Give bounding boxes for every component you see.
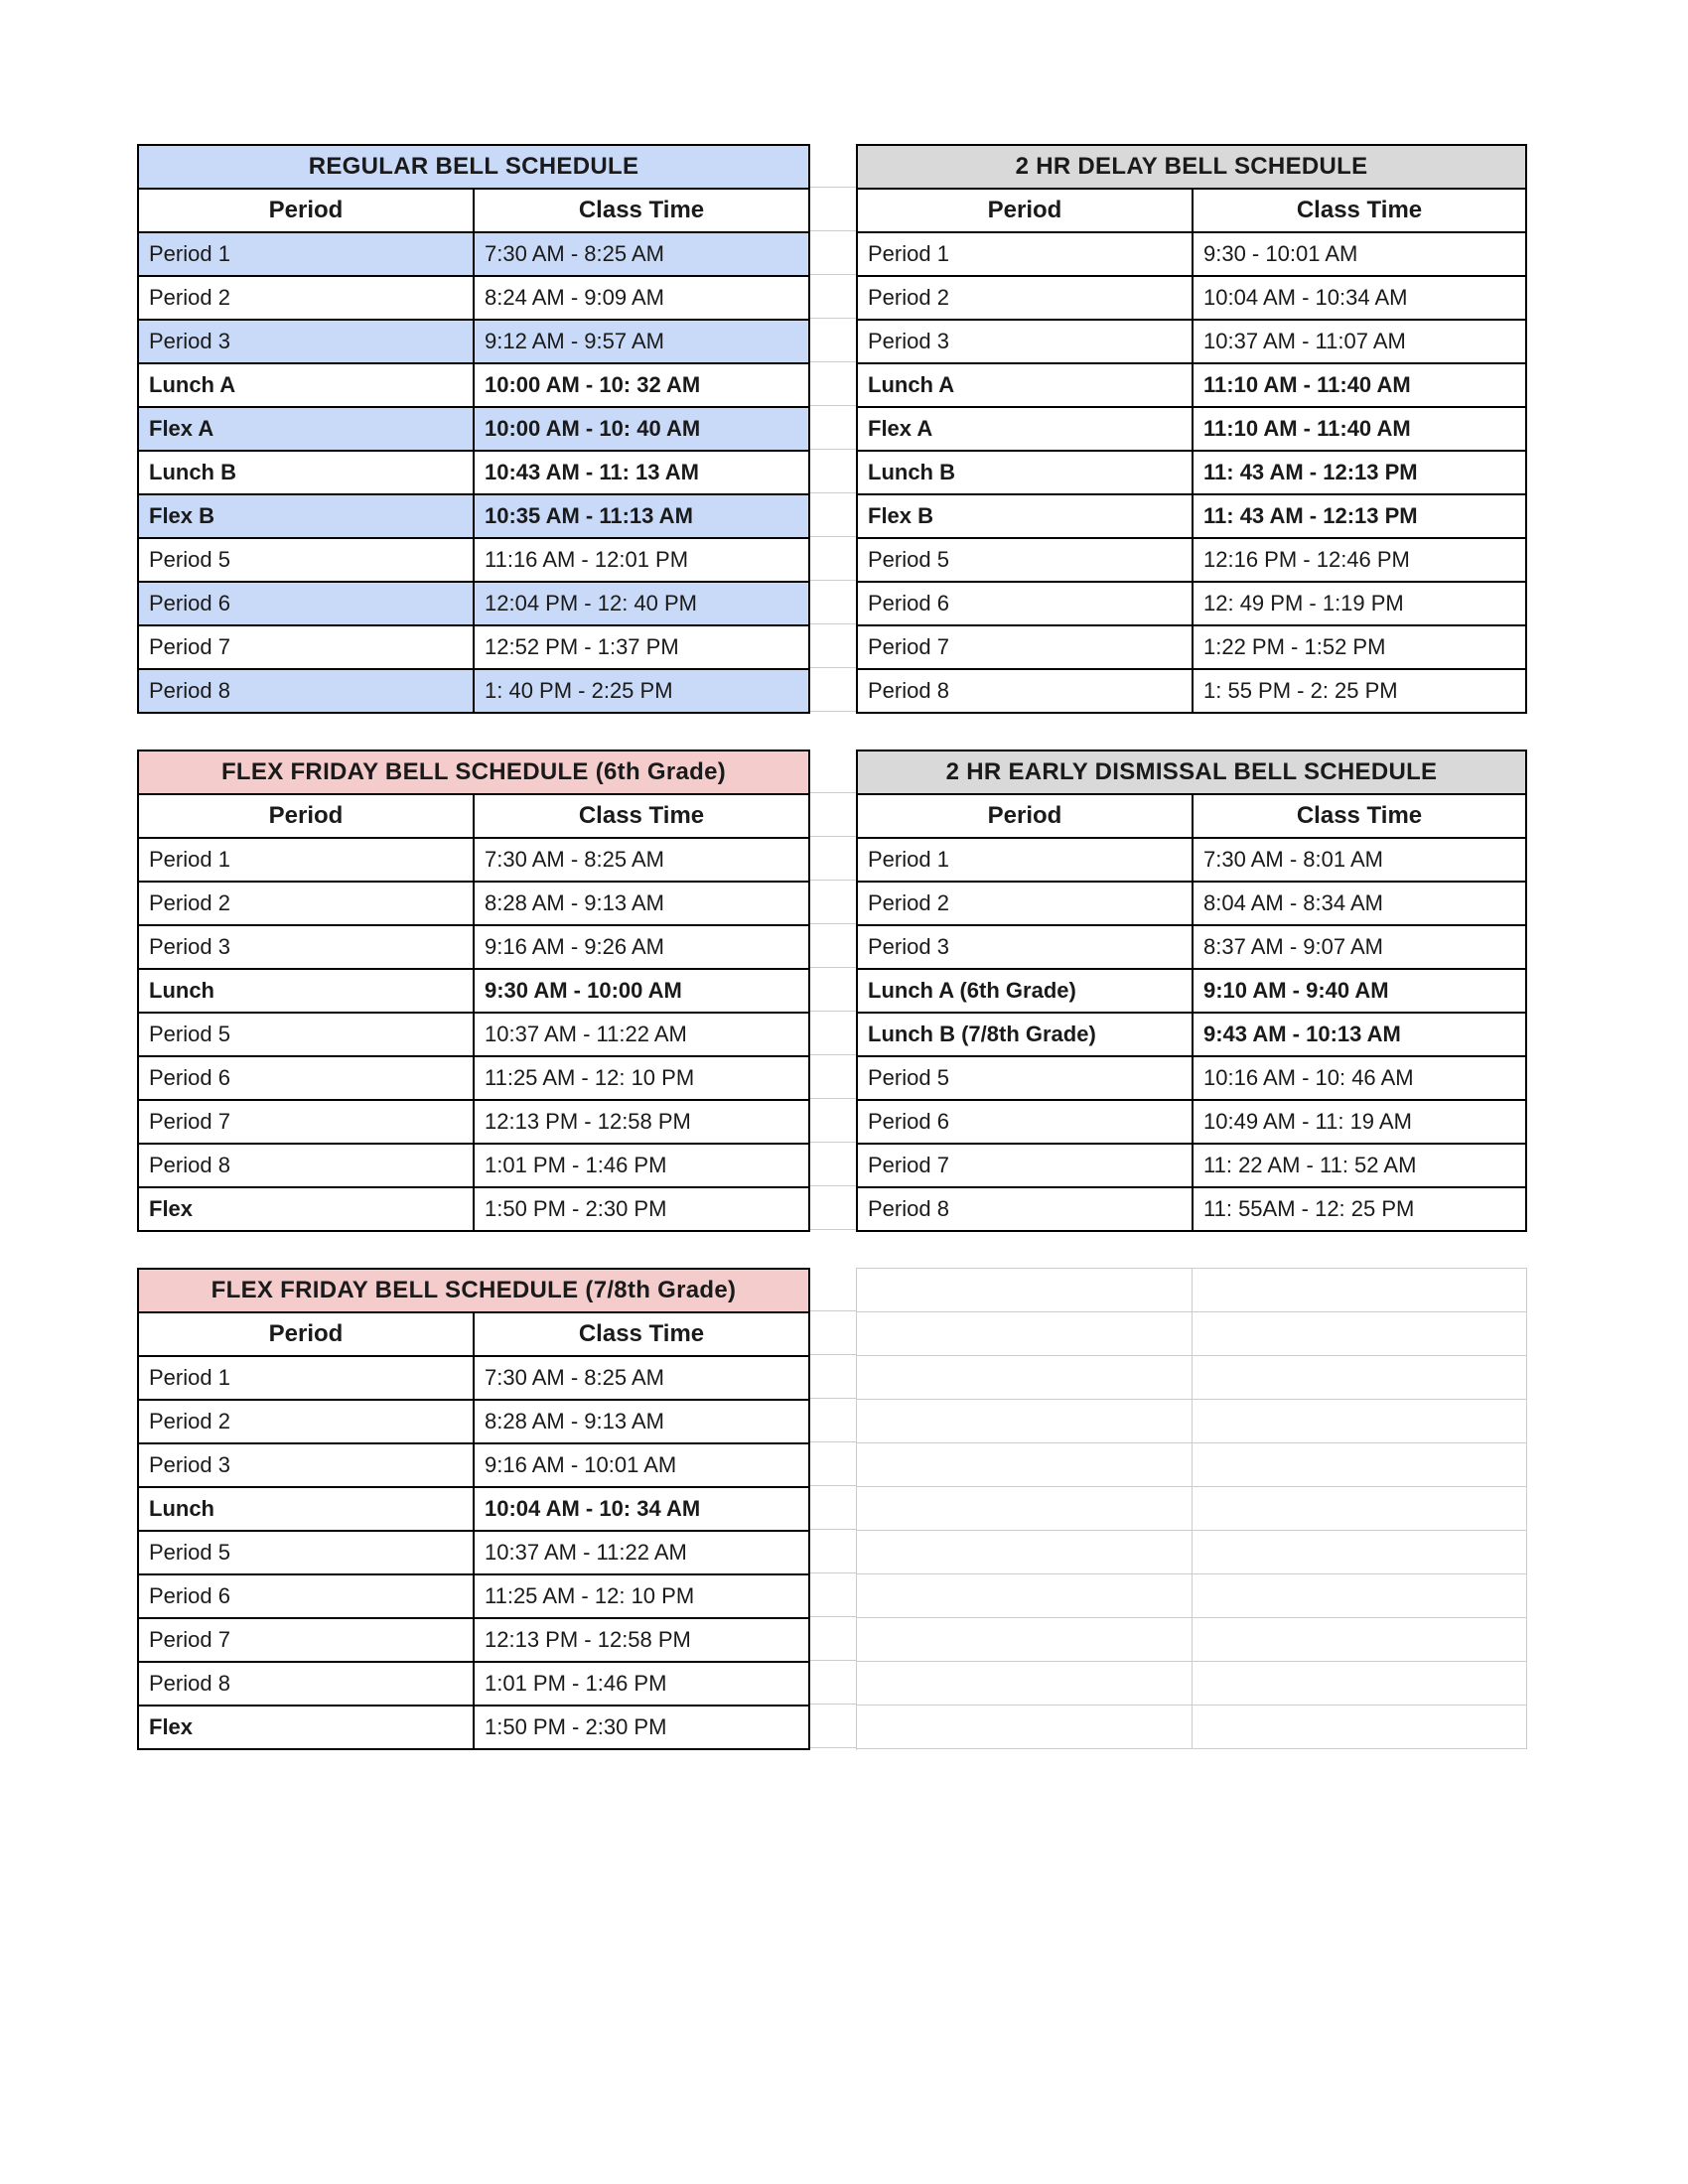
empty-grid-row [857,1662,1527,1706]
period-column-header: Period [138,1312,474,1356]
class-time-cell: 11: 22 AM - 11: 52 AM [1193,1144,1526,1187]
empty-grid-cell [857,1356,1193,1400]
class-time-cell: 12: 49 PM - 1:19 PM [1193,582,1526,625]
class-time-cell: 8:37 AM - 9:07 AM [1193,925,1526,969]
empty-grid-cell [857,1312,1193,1356]
schedule-row [138,538,809,582]
schedule-row [138,969,809,1013]
empty-grid-cell [857,1443,1193,1487]
empty-grid-cell [1193,1312,1527,1356]
period-cell: Period 8 [138,1144,474,1187]
table-title: 2 HR EARLY DISMISSAL BELL SCHEDULE [857,751,1526,794]
schedule-row [857,1100,1526,1144]
period-cell: Period 1 [138,232,474,276]
period-cell: Period 3 [857,320,1193,363]
schedule-row [138,1487,809,1531]
period-cell: Period 7 [138,1100,474,1144]
schedule-row [138,1706,809,1749]
period-cell: Period 2 [857,276,1193,320]
class-time-cell: 10:04 AM - 10:34 AM [1193,276,1526,320]
period-cell: Period 5 [138,1531,474,1574]
class-time-cell: 11: 55AM - 12: 25 PM [1193,1187,1526,1231]
schedule-row [138,1187,809,1231]
class-time-cell: 10:16 AM - 10: 46 AM [1193,1056,1526,1100]
class-time-cell: 9:12 AM - 9:57 AM [474,320,809,363]
schedule-row [138,1100,809,1144]
class-time-cell: 11:25 AM - 12: 10 PM [474,1574,809,1618]
empty-grid-row [857,1269,1527,1312]
empty-grid-row [857,1531,1527,1574]
period-cell: Period 1 [857,232,1193,276]
empty-grid-row [857,1618,1527,1662]
schedule-row [138,669,809,713]
period-cell: Flex [138,1706,474,1749]
schedule-row [857,276,1526,320]
schedule-row [138,1400,809,1443]
class-time-cell: 10:35 AM - 11:13 AM [474,494,809,538]
period-cell: Flex [138,1187,474,1231]
schedule-row [138,1356,809,1400]
period-cell: Period 3 [138,320,474,363]
class-time-cell: 9:16 AM - 9:26 AM [474,925,809,969]
gridline-spacer-middle [810,750,856,1232]
period-cell: Period 7 [138,625,474,669]
period-cell: Period 5 [138,1013,474,1056]
table-title: REGULAR BELL SCHEDULE [138,145,809,189]
empty-grid-cell [857,1706,1193,1749]
period-cell: Period 5 [857,1056,1193,1100]
schedule-row [138,494,809,538]
class-time-cell: 10:00 AM - 10: 40 AM [474,407,809,451]
empty-grid-row [857,1443,1527,1487]
schedule-row [138,925,809,969]
schedule-row [138,1013,809,1056]
empty-grid-cell [1193,1531,1527,1574]
period-cell: Period 2 [857,882,1193,925]
schedule-row [857,320,1526,363]
period-cell: Period 1 [138,1356,474,1400]
period-cell: Period 6 [138,1574,474,1618]
period-cell: Flex A [857,407,1193,451]
class-time-cell: 11:10 AM - 11:40 AM [1193,407,1526,451]
class-time-cell: 1: 40 PM - 2:25 PM [474,669,809,713]
schedule-row [857,625,1526,669]
empty-grid-row [857,1400,1527,1443]
class-time-cell: 11:16 AM - 12:01 PM [474,538,809,582]
empty-grid-cell [1193,1443,1527,1487]
class-time-cell: 10:49 AM - 11: 19 AM [1193,1100,1526,1144]
class-time-cell: 8:28 AM - 9:13 AM [474,882,809,925]
class-time-column-header: Class Time [474,1312,809,1356]
class-time-cell: 11: 43 AM - 12:13 PM [1193,451,1526,494]
schedule-row [857,838,1526,882]
period-cell: Period 8 [857,1187,1193,1231]
class-time-cell: 12:13 PM - 12:58 PM [474,1100,809,1144]
period-column-header: Period [857,794,1193,838]
period-cell: Period 5 [138,538,474,582]
period-cell: Period 7 [138,1618,474,1662]
empty-grid-row [857,1574,1527,1618]
empty-grid-row [857,1312,1527,1356]
empty-grid-row [857,1356,1527,1400]
period-cell: Lunch B (7/8th Grade) [857,1013,1193,1056]
period-cell: Lunch A (6th Grade) [857,969,1193,1013]
class-time-cell: 12:13 PM - 12:58 PM [474,1618,809,1662]
class-time-column-header: Class Time [474,189,809,232]
period-cell: Flex B [138,494,474,538]
schedule-row [857,669,1526,713]
period-cell: Period 6 [138,582,474,625]
class-time-column-header: Class Time [474,794,809,838]
class-time-cell: 7:30 AM - 8:25 AM [474,1356,809,1400]
class-time-cell: 1:50 PM - 2:30 PM [474,1706,809,1749]
period-cell: Period 6 [138,1056,474,1100]
empty-grid [856,1268,1527,1750]
schedule-row [857,232,1526,276]
period-cell: Lunch A [857,363,1193,407]
schedule-row [138,451,809,494]
class-time-cell: 7:30 AM - 8:25 AM [474,232,809,276]
class-time-column-header: Class Time [1193,189,1526,232]
gridline-spacer-bottom [810,1268,856,1750]
period-cell: Period 7 [857,625,1193,669]
class-time-cell: 9:43 AM - 10:13 AM [1193,1013,1526,1056]
class-time-cell: 9:16 AM - 10:01 AM [474,1443,809,1487]
period-cell: Lunch [138,1487,474,1531]
period-cell: Period 6 [857,582,1193,625]
table-title: FLEX FRIDAY BELL SCHEDULE (7/8th Grade) [138,1269,809,1312]
class-time-cell: 10:37 AM - 11:22 AM [474,1013,809,1056]
class-time-cell: 11: 43 AM - 12:13 PM [1193,494,1526,538]
table-2hr-delay-bell-schedule [856,144,1527,714]
period-cell: Period 5 [857,538,1193,582]
class-time-column-header: Class Time [1193,794,1526,838]
schedule-row [138,1443,809,1487]
table-flex-friday-6th-grade [137,750,810,1232]
schedule-row [138,363,809,407]
period-cell: Period 3 [138,1443,474,1487]
period-cell: Period 2 [138,276,474,320]
class-time-cell: 1:22 PM - 1:52 PM [1193,625,1526,669]
class-time-cell: 12:04 PM - 12: 40 PM [474,582,809,625]
empty-grid-cell [1193,1400,1527,1443]
empty-grid-cell [857,1618,1193,1662]
schedule-row [857,925,1526,969]
schedule-row [857,1187,1526,1231]
schedule-row [138,1574,809,1618]
empty-grid-cell [857,1574,1193,1618]
empty-grid-row [857,1487,1527,1531]
period-column-header: Period [138,794,474,838]
class-time-cell: 1:50 PM - 2:30 PM [474,1187,809,1231]
class-time-cell: 10:37 AM - 11:07 AM [1193,320,1526,363]
class-time-cell: 8:24 AM - 9:09 AM [474,276,809,320]
class-time-cell: 10:00 AM - 10: 32 AM [474,363,809,407]
period-cell: Period 7 [857,1144,1193,1187]
empty-grid-cell [1193,1356,1527,1400]
period-cell: Lunch B [138,451,474,494]
class-time-cell: 12:16 PM - 12:46 PM [1193,538,1526,582]
table-title: FLEX FRIDAY BELL SCHEDULE (6th Grade) [138,751,809,794]
table-regular-bell-schedule [137,144,810,714]
class-time-cell: 7:30 AM - 8:25 AM [474,838,809,882]
schedule-row [138,1662,809,1706]
class-time-cell: 1: 55 PM - 2: 25 PM [1193,669,1526,713]
period-column-header: Period [857,189,1193,232]
period-cell: Period 8 [138,669,474,713]
table-title: 2 HR DELAY BELL SCHEDULE [857,145,1526,189]
empty-grid-cell [1193,1574,1527,1618]
class-time-cell: 8:28 AM - 9:13 AM [474,1400,809,1443]
empty-grid-cell [857,1487,1193,1531]
class-time-cell: 10:37 AM - 11:22 AM [474,1531,809,1574]
period-cell: Period 8 [138,1662,474,1706]
schedule-row [138,276,809,320]
schedule-row [138,320,809,363]
period-cell: Lunch A [138,363,474,407]
class-time-cell: 9:30 - 10:01 AM [1193,232,1526,276]
schedule-row [138,1056,809,1100]
period-cell: Period 6 [857,1100,1193,1144]
schedule-row [857,407,1526,451]
schedule-row [138,625,809,669]
gridline-spacer-top [810,144,856,714]
schedule-row [138,232,809,276]
empty-grid-cell [1193,1706,1527,1749]
period-column-header: Period [138,189,474,232]
empty-grid-cell [1193,1487,1527,1531]
empty-grid-cell [857,1400,1193,1443]
class-time-cell: 12:52 PM - 1:37 PM [474,625,809,669]
class-time-cell: 1:01 PM - 1:46 PM [474,1144,809,1187]
schedule-row [857,538,1526,582]
empty-grid-cell [1193,1618,1527,1662]
period-cell: Period 2 [138,1400,474,1443]
period-cell: Lunch [138,969,474,1013]
period-cell: Period 3 [857,925,1193,969]
period-cell: Period 1 [857,838,1193,882]
schedule-row [857,882,1526,925]
empty-grid-cell [1193,1269,1527,1312]
schedule-row [857,494,1526,538]
schedule-row [857,969,1526,1013]
class-time-cell: 7:30 AM - 8:01 AM [1193,838,1526,882]
empty-grid-cell [1193,1662,1527,1706]
schedule-row [138,582,809,625]
class-time-cell: 11:25 AM - 12: 10 PM [474,1056,809,1100]
class-time-cell: 10:43 AM - 11: 13 AM [474,451,809,494]
empty-grid-cell [857,1662,1193,1706]
period-cell: Lunch B [857,451,1193,494]
schedule-row [857,582,1526,625]
schedule-row [857,1056,1526,1100]
table-2hr-early-dismissal-bell-schedule [856,750,1527,1232]
period-cell: Flex B [857,494,1193,538]
schedule-row [857,1013,1526,1056]
class-time-cell: 1:01 PM - 1:46 PM [474,1662,809,1706]
period-cell: Flex A [138,407,474,451]
class-time-cell: 9:10 AM - 9:40 AM [1193,969,1526,1013]
period-cell: Period 1 [138,838,474,882]
schedule-row [138,1144,809,1187]
schedule-row [138,1531,809,1574]
period-cell: Period 8 [857,669,1193,713]
table-flex-friday-78th-grade [137,1268,810,1750]
schedule-row [138,407,809,451]
class-time-cell: 9:30 AM - 10:00 AM [474,969,809,1013]
schedule-row [138,882,809,925]
schedule-row [138,1618,809,1662]
period-cell: Period 2 [138,882,474,925]
class-time-cell: 8:04 AM - 8:34 AM [1193,882,1526,925]
schedule-row [138,838,809,882]
class-time-cell: 11:10 AM - 11:40 AM [1193,363,1526,407]
schedule-row [857,363,1526,407]
class-time-cell: 10:04 AM - 10: 34 AM [474,1487,809,1531]
schedule-row [857,451,1526,494]
period-cell: Period 3 [138,925,474,969]
empty-grid-cell [857,1531,1193,1574]
empty-grid-row [857,1706,1527,1749]
empty-grid-cell [857,1269,1193,1312]
schedule-row [857,1144,1526,1187]
